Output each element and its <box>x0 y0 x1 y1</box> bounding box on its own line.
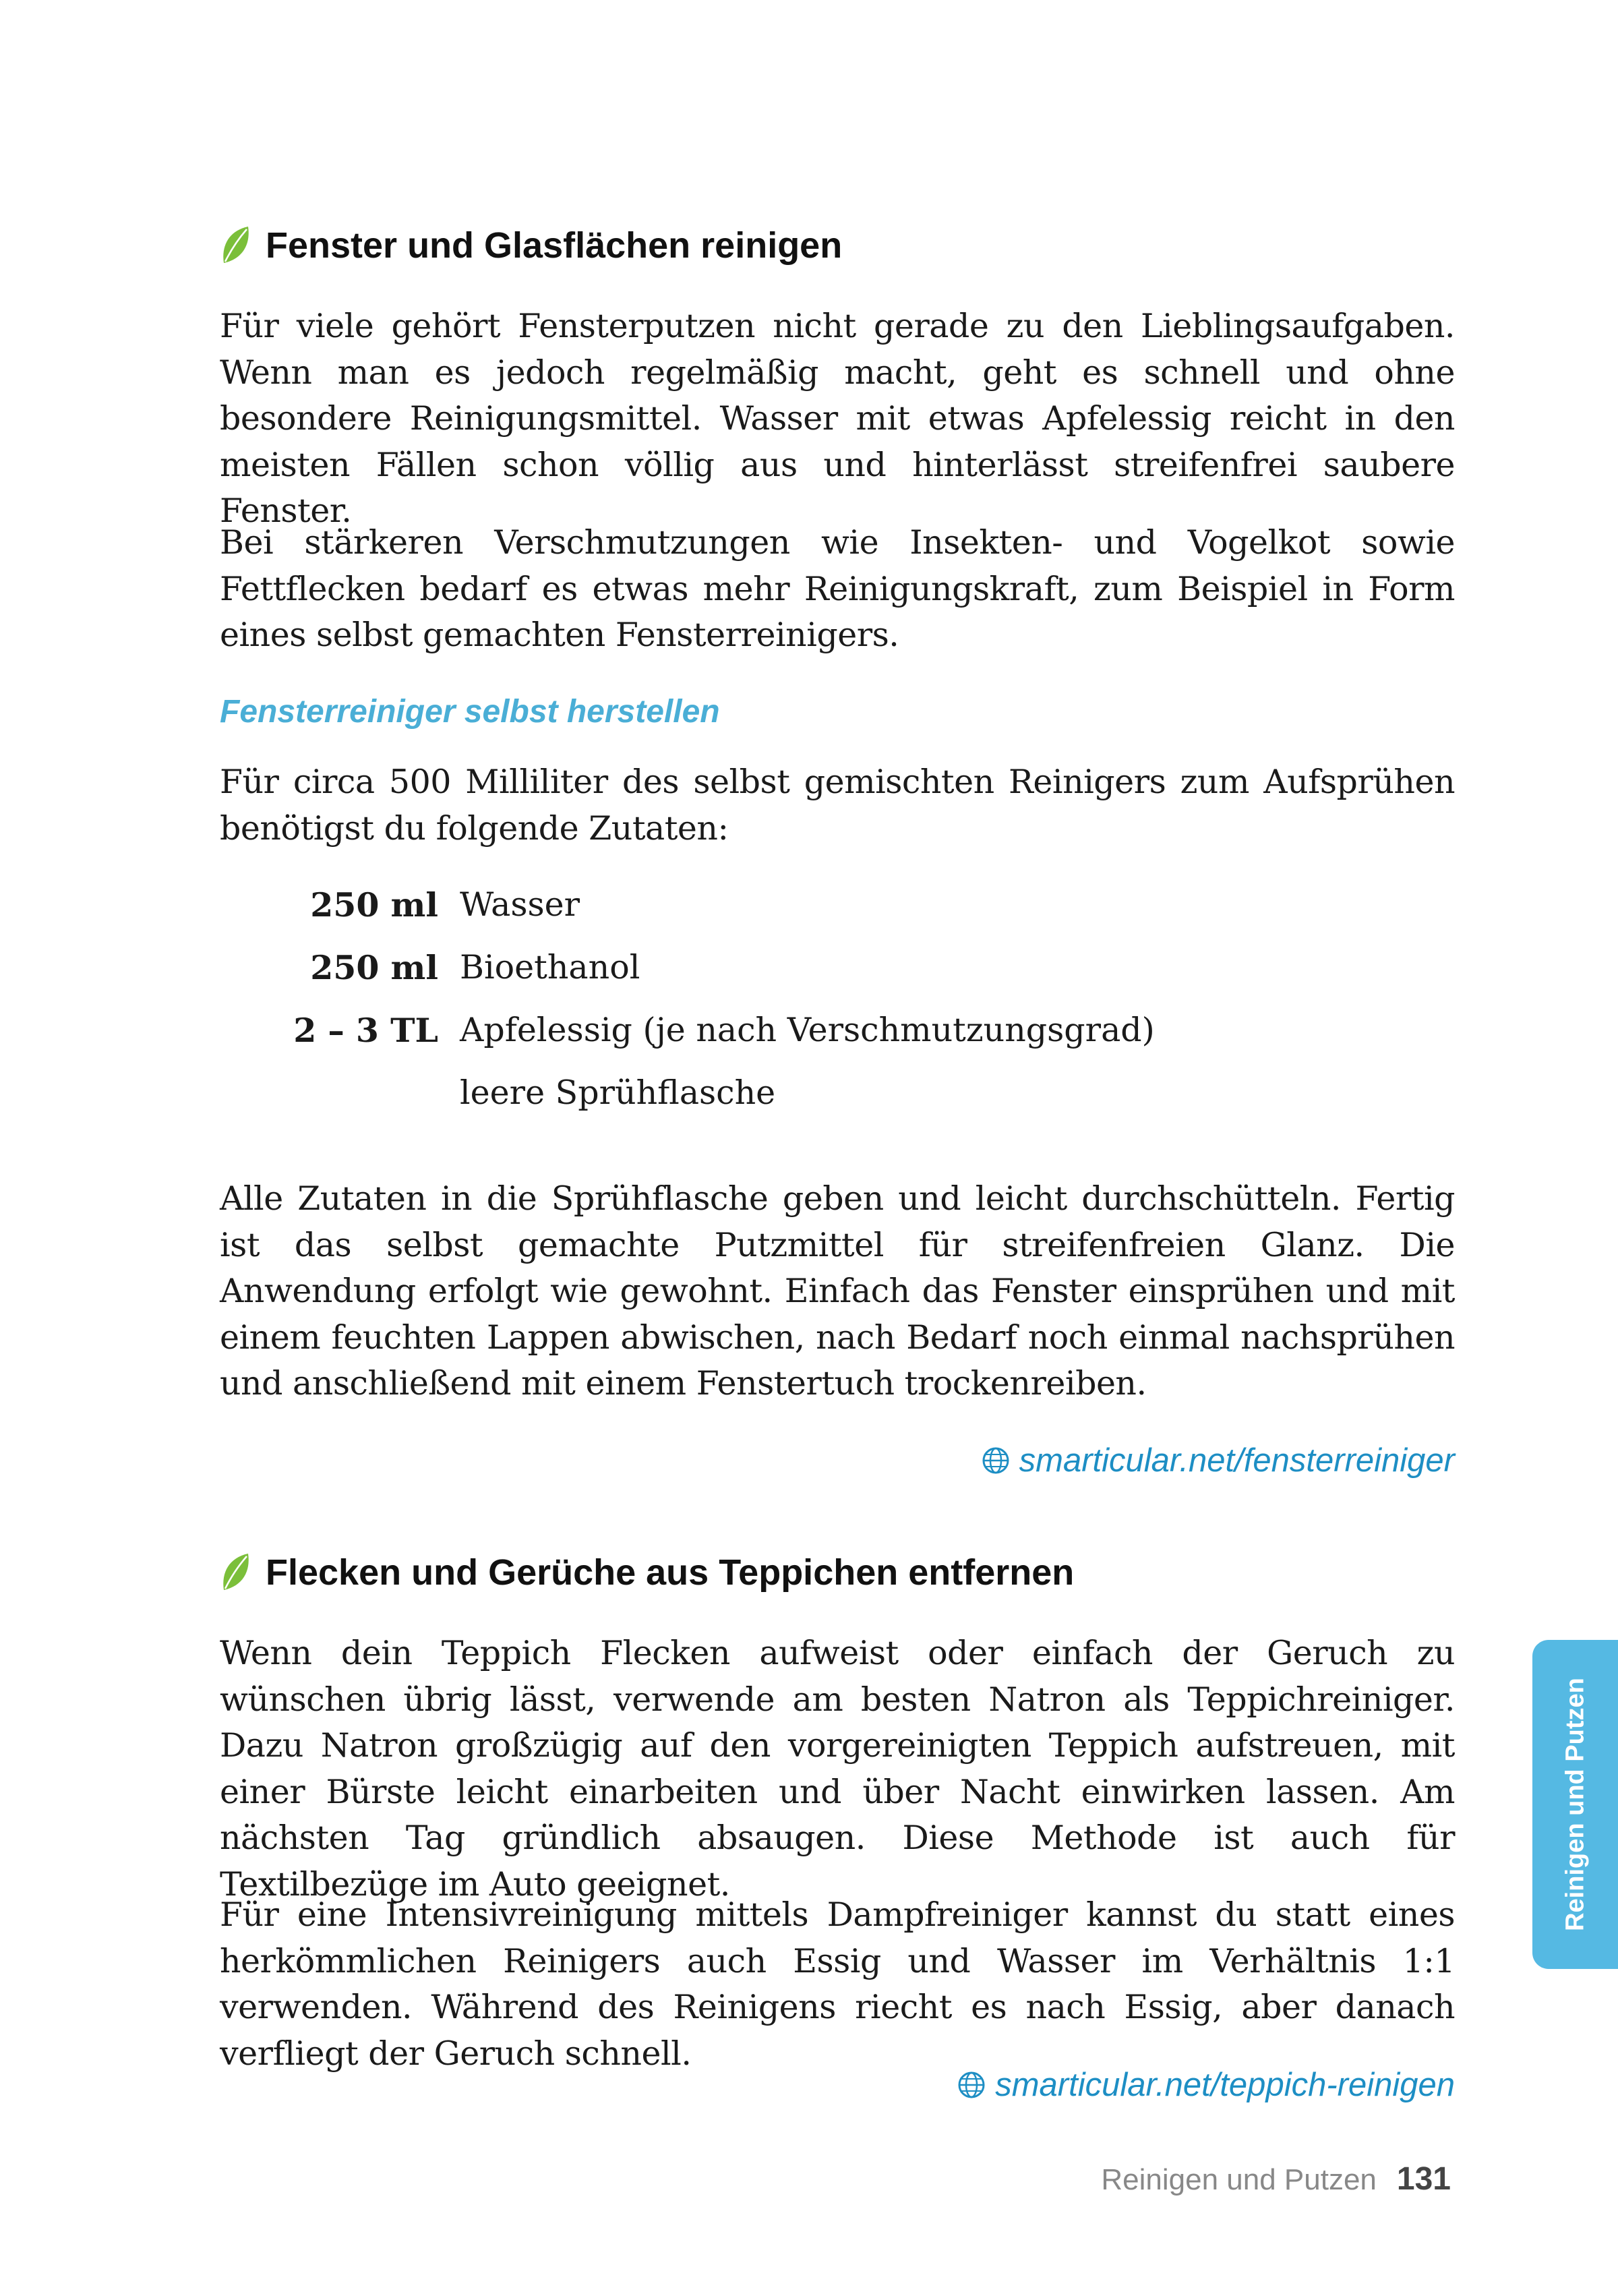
ingredient-name: Bioethanol <box>460 948 640 987</box>
footer-chapter: Reinigen und Putzen <box>1101 2163 1377 2196</box>
globe-icon <box>982 1446 1010 1475</box>
ingredient-amount: 2 – 3 TL <box>293 1011 438 1050</box>
link-teppich-reinigen[interactable]: smarticular.net/teppich-reinigen <box>957 2063 1455 2107</box>
ingredient-name: leere Sprühflasche <box>460 1073 776 1112</box>
recipe-title: Fensterreiniger selbst herstellen <box>220 694 720 730</box>
recipe-instructions: Alle Zutaten in die Sprühflasche geben und leicht durchschütteln. Fertig ist das selbst gemachte Putzmittel für streifenfreien Glanz. Die Anwendung erfolgt wie gewohnt. Einfach das Fenster einsprühen und mit einem feuchten Lappen abwischen, nach Bedarf noch einmal nachsprühen und anschließend mit einem Fenstertuch trockenreiben. <box>220 1179 1455 1403</box>
link-fensterreiniger[interactable]: smarticular.net/fensterreiniger <box>982 1439 1455 1482</box>
list-item <box>220 1071 1455 1115</box>
ingredient-amount: 250 ml <box>310 885 438 924</box>
list-item <box>220 946 1455 989</box>
globe-icon <box>957 2071 986 2099</box>
paragraph: Für eine Intensivreinigung mittels Dampfreiniger kannst du statt eines herkömmlichen Reinigers auch Essig und Wasser im Verhältnis 1:1 verwenden. Während des Reinigens riecht es nach Essig, aber danach verfliegt der Geruch schnell. <box>220 1895 1455 2073</box>
page-footer <box>1101 2158 1451 2202</box>
list-item <box>220 883 1455 926</box>
paragraph: Für viele gehört Fensterputzen nicht gerade zu den Lieblingsaufgaben. Wenn man es jedoch regelmäßig macht, geht es schnell und ohne besondere Reinigungsmittel. Wasser mit etwas Apfelessig reicht in den meisten Fällen schon völlig aus und hinterlässt streifenfrei saubere Fenster. <box>220 307 1455 530</box>
side-tab-label: Reinigen und Putzen <box>1561 1678 1589 1931</box>
leaf-icon <box>220 225 251 266</box>
leaf-icon <box>220 1552 251 1593</box>
section-heading-windows: Fenster und Glasflächen reinigen <box>220 223 842 268</box>
chapter-side-tab <box>1532 1640 1618 1969</box>
paragraph: Bei stärkeren Verschmutzungen wie Insekten- und Vogelkot sowie Fettflecken bedarf es etwas mehr Reinigungskraft, zum Beispiel in Form eines selbst gemachten Fensterreinigers. <box>220 523 1455 654</box>
page-number: 131 <box>1396 2161 1451 2197</box>
paragraph: Wenn dein Teppich Flecken aufweist oder einfach der Geruch zu wünschen übrig lässt, verwende am besten Natron als Teppichreiniger. Dazu Natron großzügig auf den vorgereinigten Teppich aufstreuen, mit einer Bürste leicht einarbeiten und über Nacht einwirken lassen. Am nächsten Tag gründlich absaugen. Diese Methode ist auch für Textilbezüge im Auto geeignet. <box>220 1634 1455 1904</box>
ingredient-name: Apfelessig (je nach Verschmutzungsgrad) <box>460 1011 1155 1049</box>
list-item <box>220 1009 1455 1052</box>
recipe-intro: Für circa 500 Milliliter des selbst gemischten Reinigers zum Aufsprühen benötigst du folgende Zutaten: <box>220 763 1455 848</box>
ingredient-amount: 250 ml <box>310 948 438 987</box>
section-heading-carpets: Flecken und Gerüche aus Teppichen entfernen <box>220 1550 1074 1595</box>
ingredient-name: Wasser <box>460 885 580 924</box>
